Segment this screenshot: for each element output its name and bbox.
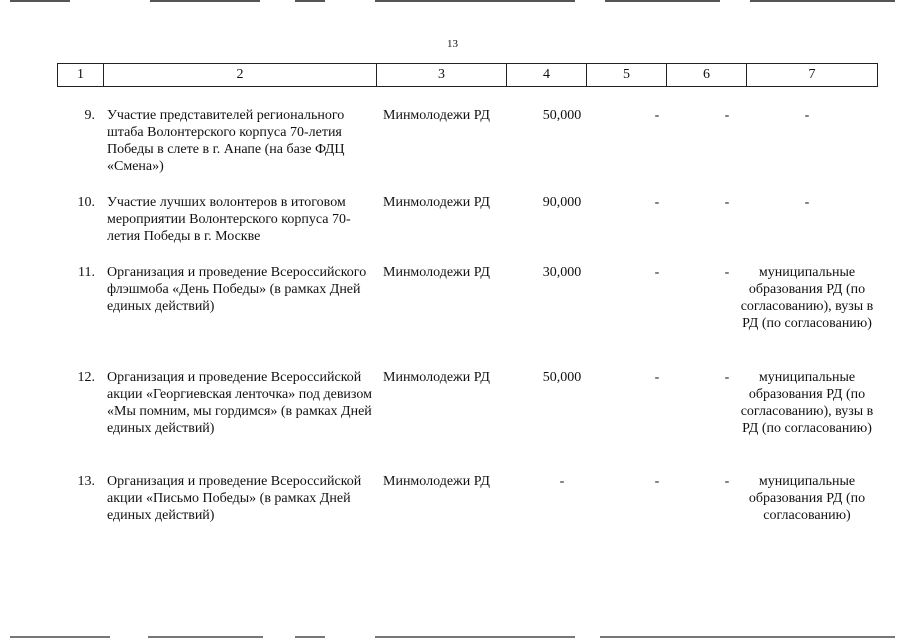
row-participants: муниципальные образования РД (по согласованию), вузы в РД (по согласованию) bbox=[740, 370, 874, 436]
scan-edge-line bbox=[10, 0, 70, 2]
row-number: 12. bbox=[77, 370, 95, 385]
row-funding-value: 50,000 bbox=[542, 370, 582, 385]
row-executor: Минмолодежи РД bbox=[383, 195, 490, 210]
row-column-6: - bbox=[724, 108, 730, 123]
row-description: Участие лучших волонтеров в итоговом мероприятии Волонтерского корпуса 70-летия Победы в г. Москве bbox=[107, 195, 351, 244]
scan-edge-line bbox=[295, 0, 325, 2]
scan-edge-line bbox=[750, 0, 895, 2]
row-column-6: - bbox=[724, 195, 730, 210]
table-row bbox=[57, 264, 877, 351]
row-funding-value: 90,000 bbox=[542, 195, 582, 210]
row-number: 11. bbox=[78, 265, 95, 280]
row-participants: - bbox=[804, 108, 810, 123]
row-column-6: - bbox=[724, 265, 730, 280]
column-header-row bbox=[58, 64, 878, 87]
column-header: 7 bbox=[747, 64, 878, 87]
scan-edge-line bbox=[10, 636, 110, 638]
row-participants: муниципальные образования РД (по согласованию) bbox=[748, 474, 866, 523]
row-column-5: - bbox=[654, 108, 660, 123]
table-row bbox=[57, 107, 877, 177]
column-header: 1 bbox=[58, 64, 104, 87]
table-row bbox=[57, 194, 877, 246]
row-executor: Минмолодежи РД bbox=[383, 108, 490, 123]
row-description: Участие представителей регионального штаба Волонтерского корпуса 70-летия Победы в слете в г. Анапе (на базе ФДЦ «Смена») bbox=[107, 108, 345, 174]
scan-edge-line bbox=[375, 636, 575, 638]
row-column-6: - bbox=[724, 474, 730, 489]
row-funding-value: - bbox=[559, 474, 565, 489]
page-number: 13 bbox=[447, 38, 458, 50]
column-header: 6 bbox=[667, 64, 747, 87]
row-participants: муниципальные образования РД (по согласованию), вузы в РД (по согласованию) bbox=[740, 265, 874, 331]
row-executor: Минмолодежи РД bbox=[383, 474, 490, 489]
row-funding-value: 30,000 bbox=[542, 265, 582, 280]
scan-edge-line bbox=[150, 0, 260, 2]
row-column-6: - bbox=[724, 370, 730, 385]
row-description: Организация и проведение Всероссийской акции «Георгиевская ленточка» под девизом «Мы помним, мы гордимся» (в рамках Дней единых действий) bbox=[107, 370, 372, 436]
scan-edge-line bbox=[600, 636, 895, 638]
scan-edge-line bbox=[605, 0, 720, 2]
row-description: Организация и проведение Всероссийского флэшмоба «День Победы» (в рамках Дней единых действий) bbox=[107, 265, 367, 314]
column-header-table bbox=[57, 63, 878, 87]
row-description: Организация и проведение Всероссийской акции «Письмо Победы» (в рамках Дней единых действий) bbox=[107, 474, 362, 523]
row-number: 9. bbox=[84, 108, 95, 123]
scan-edge-line bbox=[148, 636, 263, 638]
row-column-5: - bbox=[654, 265, 660, 280]
row-column-5: - bbox=[654, 474, 660, 489]
row-funding-value: 50,000 bbox=[542, 108, 582, 123]
scan-edge-line bbox=[375, 0, 575, 2]
column-header: 4 bbox=[507, 64, 587, 87]
row-participants: - bbox=[804, 195, 810, 210]
row-column-5: - bbox=[654, 370, 660, 385]
table-row bbox=[57, 473, 877, 525]
column-header: 2 bbox=[104, 64, 377, 87]
row-executor: Минмолодежи РД bbox=[383, 370, 490, 385]
table-row bbox=[57, 369, 877, 456]
row-executor: Минмолодежи РД bbox=[383, 265, 490, 280]
column-header: 5 bbox=[587, 64, 667, 87]
column-header: 3 bbox=[377, 64, 507, 87]
row-number: 10. bbox=[77, 195, 95, 210]
scan-edge-line bbox=[295, 636, 325, 638]
row-number: 13. bbox=[77, 474, 95, 489]
row-column-5: - bbox=[654, 195, 660, 210]
